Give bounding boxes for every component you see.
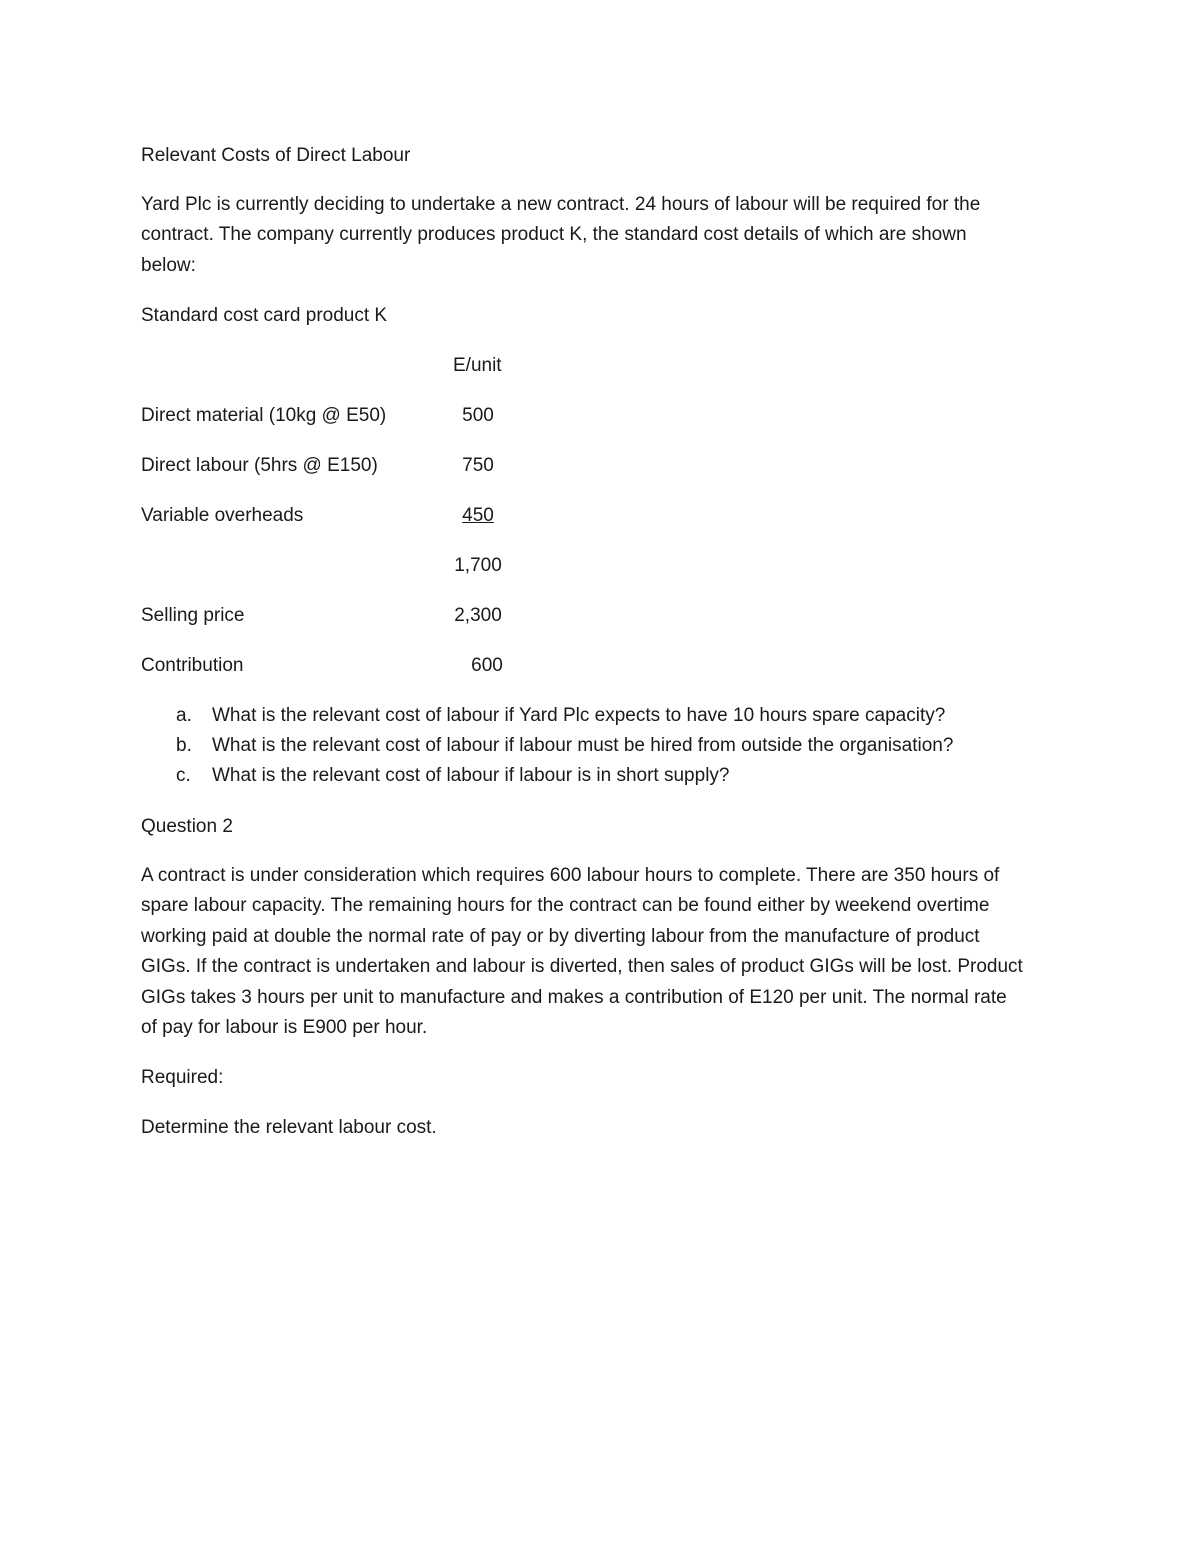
cost-row-label: Direct material (10kg @ E50) <box>141 405 387 426</box>
cost-row-value-underlined: 450 <box>462 505 494 526</box>
cost-row-label: Contribution <box>141 655 244 676</box>
intro-line: contract. The company currently produces product K, the standard cost details of which are shown <box>141 224 967 246</box>
cost-row-value: 600 <box>471 655 503 676</box>
question2-line: A contract is under consideration which requires 600 labour hours to complete. There are 350 hours of <box>141 865 1000 886</box>
question2-line: GIGs. If the contract is undertaken and labour is diverted, then sales of product GIGs will be lost. Product <box>141 956 1023 978</box>
instruction-text: Determine the relevant labour cost. <box>141 1117 437 1138</box>
question2-line: of pay for labour is E900 per hour. <box>141 1017 428 1039</box>
cost-row-label: Selling price <box>141 605 245 626</box>
cost-card-heading: Standard cost card product K <box>141 305 388 326</box>
question2-line: working paid at double the normal rate of pay or by diverting labour from the manufacture of product <box>141 925 980 947</box>
cost-row-label: Direct labour (5hrs @ E150) <box>141 455 378 476</box>
question-text: What is the relevant cost of labour if Yard Plc expects to have 10 hours spare capacity? <box>212 705 946 726</box>
question-marker: b. <box>176 735 192 756</box>
cost-row-value <box>433 505 523 527</box>
document-title: Relevant Costs of Direct Labour <box>141 145 411 166</box>
question-item <box>176 735 953 757</box>
question2-paragraph <box>141 861 1071 1043</box>
question2-heading: Question 2 <box>141 816 233 837</box>
question-item <box>176 765 729 787</box>
question2-line: GIGs takes 3 hours per unit to manufacture and makes a contribution of E120 per unit. The normal rate <box>141 986 1007 1008</box>
cost-row-value: 2,300 <box>454 605 502 626</box>
required-label: Required: <box>141 1067 224 1088</box>
cost-total-value: 1,700 <box>454 555 502 576</box>
question2-line: spare labour capacity. The remaining hours for the contract can be found either by weekend overtime <box>141 895 990 917</box>
question-item <box>176 705 945 727</box>
intro-paragraph <box>141 190 1071 281</box>
question-text: What is the relevant cost of labour if labour must be hired from outside the organisation? <box>212 735 954 756</box>
cost-row-value: 500 <box>462 405 494 426</box>
question-text: What is the relevant cost of labour if labour is in short supply? <box>212 765 730 786</box>
cost-card-column-header: E/unit <box>453 355 502 376</box>
question-marker: a. <box>176 705 192 726</box>
intro-line: Yard Plc is currently deciding to undertake a new contract. 24 hours of labour will be required for the <box>141 194 981 215</box>
cost-row-label: Variable overheads <box>141 505 304 526</box>
intro-line: below: <box>141 254 196 276</box>
question-marker: c. <box>176 765 191 786</box>
cost-row-value: 750 <box>462 455 494 476</box>
